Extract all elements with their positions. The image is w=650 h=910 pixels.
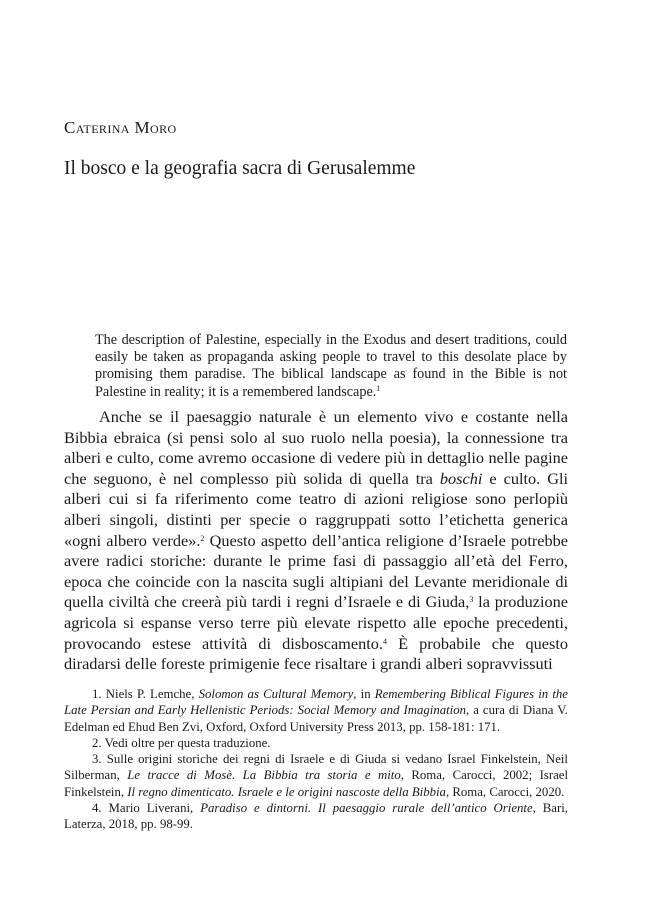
author-name: Caterina Moro — [64, 118, 177, 137]
footnote-4 — [64, 800, 568, 833]
footnote-ref-2: 2 — [200, 533, 205, 543]
footnote-text: 2. Vedi oltre per questa traduzione. — [92, 735, 271, 750]
footnote-title: Le tracce di Mosè. La Bibbia tra storia e mito — [127, 768, 401, 783]
footnote-1 — [64, 686, 568, 735]
footnote-title: Paradiso e dintorni. Il paesaggio rurale dell’antico Oriente — [200, 801, 533, 816]
footnote-text: 1. Niels P. Lemche, — [92, 687, 199, 701]
body-paragraph — [64, 407, 568, 675]
footnote-title: Solomon as Cultural Memory — [198, 687, 354, 701]
body-text: È probabile che questo diradarsi delle foreste primigenie fece risaltare i grandi alberi sopravvissuti — [64, 633, 568, 674]
footnote-text: , in — [353, 687, 375, 701]
footnote-title: Il regno dimenticato. Israele e le origini nascoste della Bibbia — [127, 784, 446, 799]
footnote-2 — [64, 735, 568, 751]
body-text: Questo aspetto dell’antica religione d’Israele potrebbe avere radici storiche: durante le prime fasi di passaggio all’età del Ferro, epoca che coincide con la nascita sugli altipiani del Levante meridionale di quella civiltà che creerà più tardi i regni d’Israele e di Giuda, — [64, 530, 568, 612]
footnotes — [64, 686, 568, 833]
footnote-text: , Roma, Carocci, 2002; Israel Finkelstein, — [64, 768, 568, 799]
footnote-text: 4. Mario Liverani, — [92, 801, 201, 816]
chapter-title: Il bosco e la geografia sacra di Gerusalemme — [64, 158, 416, 179]
footnote-text: , a cura di Diana V. Edelman ed Ehud Ben Zvi, Oxford, Oxford University Press 2013, pp. 158-181: 171. — [64, 703, 568, 734]
footnote-text: , Bari, Laterza, 2018, pp. 98-99. — [64, 801, 568, 832]
epigraph — [95, 332, 567, 401]
epigraph-text: The description of Palestine, especially in the Exodus and desert traditions, could easily be taken as propaganda asking people to travel to this desolate place by promising them paradise. The biblical landscape as found in the Bible is not Palestine in reality; it is a remembered landscape. — [95, 332, 567, 400]
footnote-3 — [64, 751, 568, 800]
footnote-text: , Roma, Carocci, 2020. — [445, 784, 565, 799]
footnote-ref-1: 1 — [376, 383, 381, 393]
footnote-text: 3. Sulle origini storiche dei regni di Israele e di Giuda si vedano Israel Finkelstein, Neil Silberman, — [64, 752, 568, 783]
body-text: la produzione agricola si espanse verso terre più elevate rispetto alle epoche precedenti, provocando estese attività di disboscamento. — [64, 592, 568, 653]
footnote-ref-4: 4 — [382, 636, 387, 646]
body-emphasis: boschi — [439, 468, 483, 488]
body-text: Anche se il paesaggio naturale è un elemento vivo e costante nella Bibbia ebraica (si pensi solo al suo ruolo nella poesia), la connessione tra alberi e culto, come avremo occasione di vedere più in dettaglio nelle pagine che seguono, è nel complesso più solida di quella tra — [64, 407, 568, 488]
footnote-title: Remembering Biblical Figures in the Late Persian and Early Hellenistic Periods: Social Memory and Imagination — [64, 687, 568, 718]
body-text: e culto. Gli alberi cui si fa riferimento come teatro di azioni religiose sono perlopiù alberi singoli, distinti per specie o raggruppati sotto l’etichetta generica «ogni albero verde». — [64, 468, 568, 550]
footnote-ref-3: 3 — [469, 595, 474, 605]
